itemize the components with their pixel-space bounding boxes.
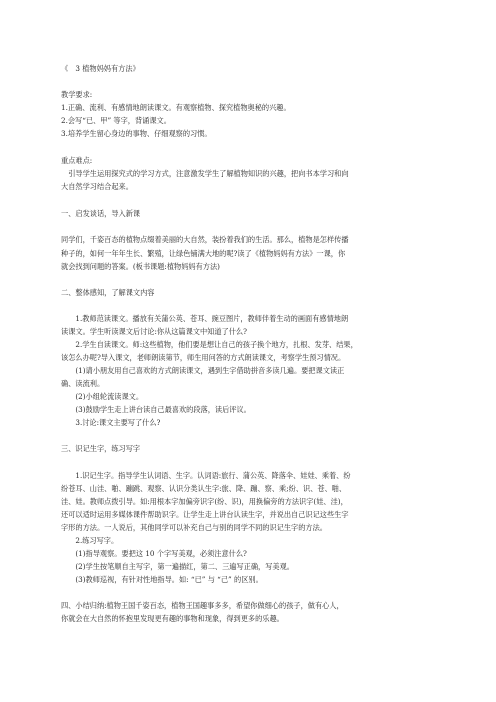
paragraph-line: 1.识记生字。指导学生认词语、生字。认词语:旅行、蒲公英、降落伞、娃娃、乘着、纷 [61, 471, 351, 480]
paragraph-line: 大自然学习结合起来。 [61, 182, 133, 191]
list-item: 1.正确、流利、有感情地朗读课文。有观察植物、探究植物奥秘的兴趣。 [61, 103, 291, 112]
paragraph-line: 还可以适时运用多媒体课件帮助识字。让学生走上讲台认读生字，并说出自己识记这些生字 [61, 510, 349, 519]
paragraph-line: 纷苍耳、山洼、啪、蹦跳、观察、认识分类认生字:旅、降、蹦、察、乘;纷、识、苍、啪、 [61, 484, 347, 493]
paragraph-line: 就会找到问题的答案。(板书课题:植物妈妈有方法) [61, 262, 220, 271]
paragraph-line: (2)学生按笔顺自主写字，第一遍描红，第二、三遍写正确，写美观。 [61, 562, 294, 571]
paragraph-line: 洼、娃。教师点拨引导。如:用根本字加偏旁识字(纷、识)，用换偏旁的方法识字(娃、洼)， [61, 497, 348, 506]
paragraph-line: (3)教师巡视，有针对性地指导。如: “已” 与 “己” 的区别。 [61, 575, 263, 584]
section-heading: 二、整体感知，了解课文内容 [61, 288, 155, 297]
paragraph-line: 读课文。学生听读课文后讨论:你从这篇课文中知道了什么? [61, 327, 247, 336]
paragraph-line: (3)鼓励学生走上讲台读自己最喜欢的段落，读后评议。 [61, 405, 251, 414]
paragraph-line: 2.学生自读课文。师:这些植物，他们要是想让自己的孩子换个地方，扎根、发芽、结果， [61, 340, 358, 349]
paragraph-line: 确、读流利。 [61, 379, 105, 388]
section-heading: 重点难点: [61, 156, 93, 165]
paragraph-line: 种子的，如何一年年生长、繁殖，让绿色铺满大地的呢?读了《植物妈妈有方法》一课，你 [61, 249, 346, 258]
paragraph-line: 2.练习写字。 [61, 536, 119, 545]
paragraph-line: (1)请小朋友用自己喜欢的方式朗读课文，遇到生字借助拼音多读几遍。要把课文读正 [61, 366, 345, 375]
paragraph-line: 该怎么办呢?导入课文，老师朗读第节，师生用问答的方式朗读课文，考察学生预习情况。 [61, 353, 346, 362]
section-heading: 三、识记生字，练习写字 [61, 444, 141, 453]
paragraph-line: (1)指导观察。要把这 10 个字写美观，必须注意什么? [61, 549, 247, 558]
paragraph-line: 字形的方法。一人说后，其他同学可以补充自己与别的同学不同的识记生字的方法。 [61, 523, 327, 532]
section-heading: 一、启发谈话，导入新课 [61, 209, 141, 218]
paragraph-line: (2)小组轮流读课文。 [61, 392, 144, 401]
paragraph-line: 3.讨论:课文主要写了什么? [61, 418, 161, 427]
list-item: 3.培养学生留心身边的事物、仔细观察的习惯。 [61, 129, 212, 138]
paragraph-line: 引导学生运用探究式的学习方式，注意激发学生了解植物知识的兴趣，把向书本学习和向 [61, 169, 349, 178]
paragraph-line: 同学们，千姿百态的植物点缀着美丽的大自然，装扮着我们的生活。那么，植物是怎样传播 [61, 235, 349, 244]
paragraph-line: 你就会在大自然的怀抱里发现更有趣的事物和现象，得到更多的乐趣。 [61, 614, 284, 623]
paragraph-line: 1.教师范读课文。播放有关蒲公英、苍耳、豌豆图片，教师伴着生动的画面有感情地朗 [61, 314, 349, 323]
document-title: 《 3 植物妈妈有方法》 [61, 64, 140, 73]
list-item: 2.会写“已、甲” 等字，背诵课文。 [61, 116, 171, 125]
section-heading: 四、小结归纳:植物王国千姿百态，植物王国趣事多多，希望你做细心的孩子，做有心人， [61, 601, 344, 610]
section-heading: 教学要求: [61, 90, 93, 99]
